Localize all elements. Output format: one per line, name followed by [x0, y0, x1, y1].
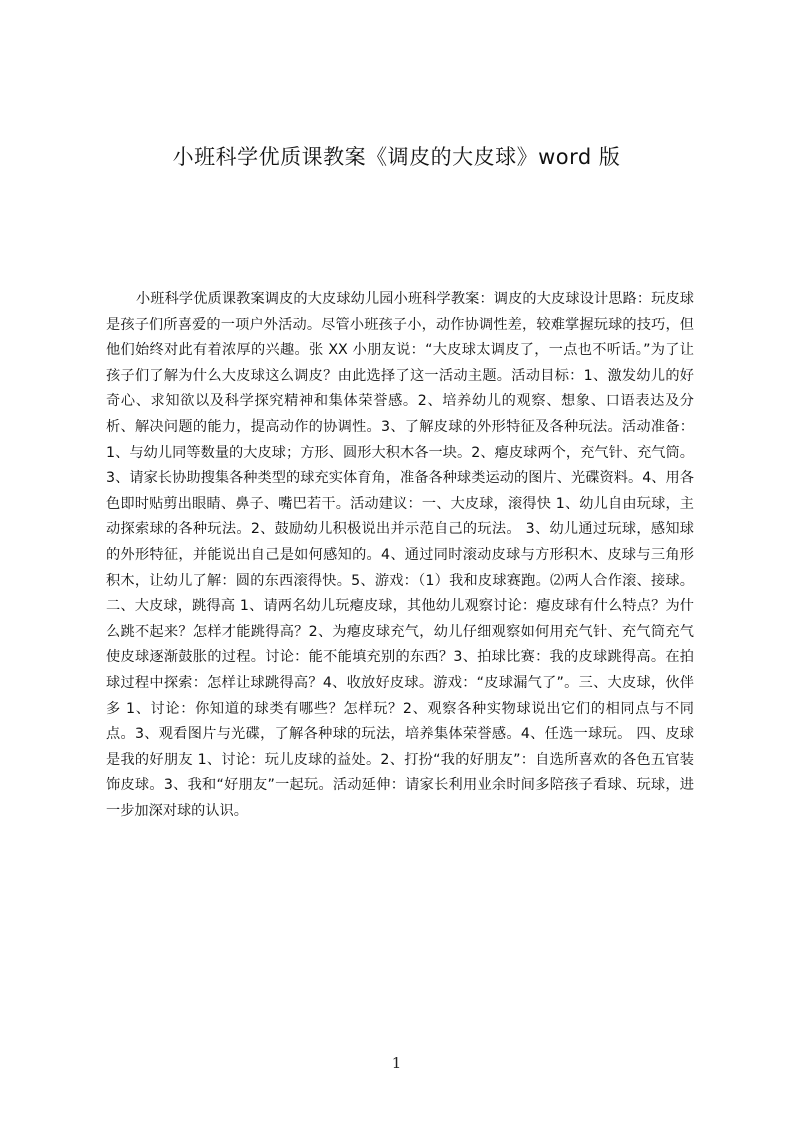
document-body-paragraph: 小班科学优质课教案调皮的大皮球幼儿园小班科学教案：调皮的大皮球设计思路：玩皮球是孩子们所喜爱的一项户外活动。尽管小班孩子小，动作协调性差，较难掌握玩球的技巧，但他们始终对此有着浓厚的兴趣。张 XX 小朋友说：“大皮球太调皮了，一点也不听话。”为了让孩子们了解为什么大皮球这么调皮？由此选择了这一活动主题。活动目标：1、激发幼儿的好奇心、求知欲以及科学探究精神和集体荣誉感。2、培养幼儿的观察、想象、口语表达及分析、解决问题的能力，提高动作的协调性。3、了解皮球的外形特征及各种玩法。活动准备：1、与幼儿同等数量的大皮球；方形、圆形大积木各一块。2、瘪皮球两个，充气针、充气筒。 3、请家长协助搜集各种类型的球充实体育角，准备各种球类运动的图片、光碟资料。4、用各色即时贴剪出眼睛、鼻子、嘴巴若干。活动建议：一、大皮球，滚得快 1、幼儿自由玩球，主动探索球的各种玩法。2、鼓励幼儿积极说出并示范自己的玩法。 3、幼儿通过玩球，感知球的外形特征，并能说出自己是如何感知的。4、通过同时滚动皮球与方形积木、皮球与三角形积木，让幼儿了解：圆的东西滚得快。5、游戏：（1）我和皮球赛跑。⑵两人合作滚、接球。二、大皮球，跳得高 1、请两名幼儿玩瘪皮球，其他幼儿观察讨论：瘪皮球有什么特点？为什么跳不起来？怎样才能跳得高？2、为瘪皮球充气，幼儿仔细观察如何用充气针、充气筒充气使皮球逐渐鼓胀的过程。讨论：能不能填充别的东西？3、拍球比赛：我的皮球跳得高。在拍球过程中探索：怎样让球跳得高？4、收放好皮球。游戏：“皮球漏气了”。三、大皮球，伙伴多 1、讨论：你知道的球类有哪些？怎样玩？2、观察各种实物球说出它们的相同点与不同点。3、观看图片与光碟，了解各种球的玩法，培养集体荣誉感。4、任选一球玩。 四、皮球是我的好朋友 1、讨论：玩儿皮球的益处。2、打扮“我的好朋友”：自选所喜欢的各色五官装饰皮球。3、我和“好朋友”一起玩。活动延伸：请家长利用业余时间多陪孩子看球、玩球，进一步加深对球的认识。	[106, 291, 694, 819]
document-title: 小班科学优质课教案《调皮的大皮球》word 版	[172, 145, 621, 169]
page-number: 1	[391, 1054, 402, 1072]
